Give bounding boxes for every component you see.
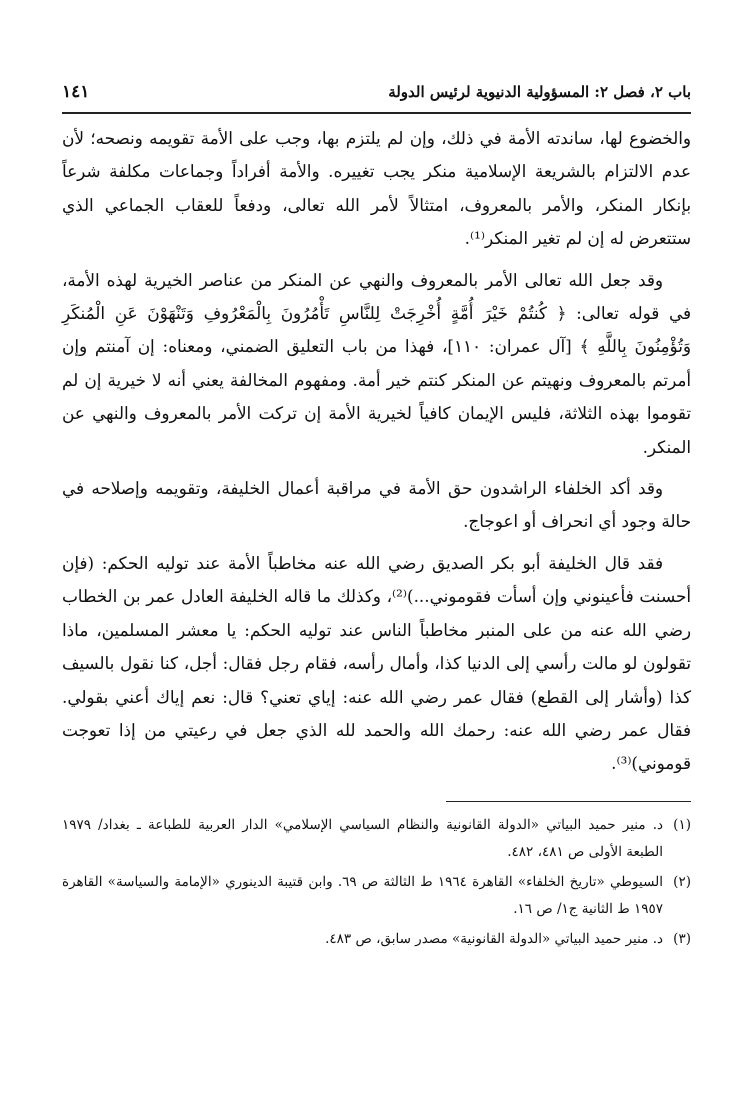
page-number: ١٤١ (62, 82, 90, 102)
footnote-text: السيوطي «تاريخ الخلفاء» القاهرة ١٩٦٤ ط الثالثة ص ٦٩. وابن قتيبة الدينوري «الإمامة والسياسة» القاهرة ١٩٥٧ ط الثانية ج١/ ص ١٦. (62, 873, 663, 917)
footnote-item (62, 869, 691, 923)
footnote-number: (١) (673, 816, 691, 833)
paragraph: فقد قال الخليفة أبو بكر الصديق رضي الله عنه مخاطباً الأمة عند توليه الحكم: (فإن أحسنت فأعينوني وإن أسأت فقوموني...)⁽²⁾، وكذلك ما قاله الخليفة العادل عمر بن الخطاب رضي الله عنه من على المنبر مخاطباً الناس عند توليه الحكم: يا معشر المسلمين، ماذا تقولون لو مالت رأسي إلى الدنيا كذا، وأمال رأسه، فقام رجل فقال: أجل، كنا نقول بالسيف كذا (وأشار إلى القطع) فقال عمر رضي الله عنه: إياي تعني؟ قال: نعم إياك أعني بقولي. فقال عمر رضي الله عنه: رحمك الله والحمد لله الذي جعل في رعيتي من إذا تعوجت قوموني)⁽³⁾. (62, 552, 691, 774)
paragraph: وقد أكد الخلفاء الراشدون حق الأمة في مراقبة أعمال الخليفة، وتقويمه وإصلاحه في حالة وجود أي انحراف أو اعوجاج. (62, 478, 691, 532)
footnote-text: د. منير حميد البياتي «الدولة القانونية» مصدر سابق، ص ٤٨٣. (325, 930, 663, 947)
running-header (62, 76, 691, 108)
chapter-title: باب ٢، فصل ٢: المسؤولية الدنيوية لرئيس الدولة (388, 83, 691, 101)
header-rule (62, 112, 691, 114)
footnote-number: (٢) (673, 873, 691, 890)
paragraph: وقد جعل الله تعالى الأمر بالمعروف والنهي عن المنكر من عناصر الخيرية لهذه الأمة، في قوله تعالى: ﴿ كُنتُمْ خَيْرَ أُمَّةٍ أُخْرِجَتْ لِلنَّاسِ تَأْمُرُونَ بِالْمَعْرُوفِ وَتَنْهَوْنَ عَنِ الْمُنكَرِ وَتُؤْمِنُونَ بِاللَّهِ ﴾ [آل عمران: ١١٠]، فهذا من باب التعليق الضمني، ومعناه: إن آمنتم وإن أمرتم بالمعروف ونهيتم عن المنكر كنتم خير أمة. ومفهوم المخالفة يعني أنه لا خيرية إن لم تقوموا بهذه الثلاثة، فليس الإيمان كافياً لخيرية الأمة إن تركت الأمر بالمعروف والنهي عن المنكر. (62, 269, 691, 457)
footnote-text: د. منير حميد البياتي «الدولة القانونية والنظام السياسي الإسلامي» الدار العربية للطباعة ـ بغداد/ ١٩٧٩ الطبعة الأولى ص ٤٨١، ٤٨٢. (62, 816, 663, 860)
footnote-number: (٣) (673, 930, 691, 947)
main-text (62, 122, 691, 781)
paragraph: والخضوع لها، ساندته الأمة في ذلك، وإن لم يلتزم بها، وجب على الأمة تقويمه ونصحه؛ لأن عدم الالتزام بالشريعة الإسلامية منكر يجب تغييره. والأمة أفراداً وجماعات مكلفة شرعاً بإنكار المنكر، والأمر بالمعروف، امتثالاً لأمر الله تعالى، ودفعاً للعقاب الجماعي الذي ستتعرض له إن لم تغير المنكر⁽¹⁾. (62, 128, 691, 249)
footnote-item (62, 812, 691, 866)
footnote-item (62, 926, 691, 953)
footnotes (62, 812, 691, 953)
book-page (62, 76, 691, 1082)
footnote-rule (446, 801, 691, 802)
